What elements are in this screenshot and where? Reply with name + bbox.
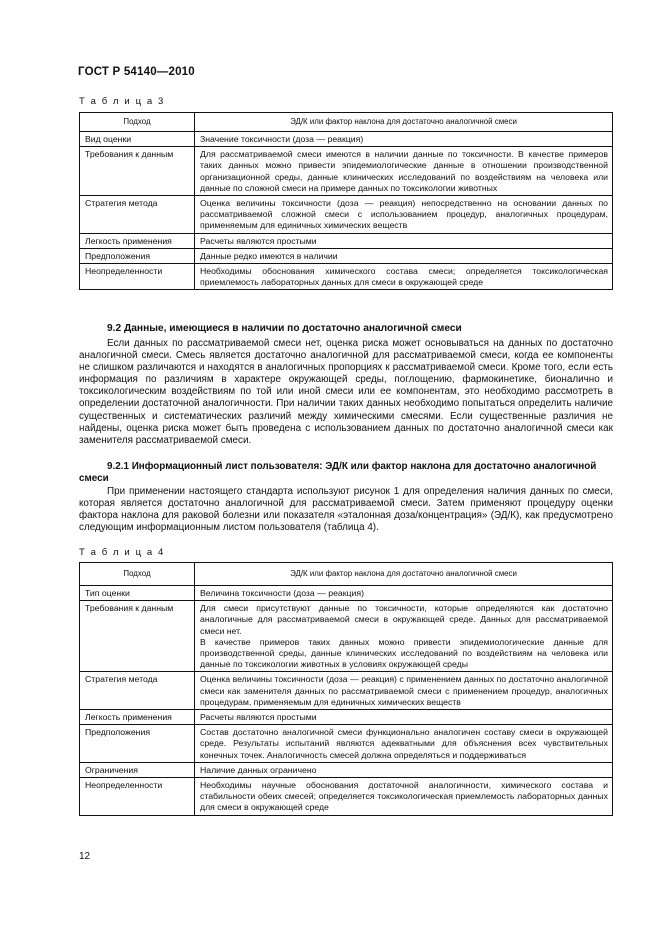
- row-label: Требования к данным: [80, 147, 195, 196]
- section-9-2-paragraph: [79, 338, 613, 447]
- row-label: Неопределенности: [80, 264, 195, 290]
- table-row: [80, 264, 613, 290]
- row-label: Ограничения: [80, 762, 195, 777]
- row-text: Состав достаточно аналогичной смеси функционально аналогичен составу смеси в окружающей среде. Результаты испытаний являются адекватными для объяснения всех чувствительных конечных точек. Аналогичность смесей должна определяться и поддерживаться: [195, 725, 613, 763]
- row-label: Предположения: [80, 248, 195, 263]
- page-number: 12: [79, 851, 91, 862]
- row-label: Стратегия метода: [80, 672, 195, 710]
- table4-caption: Т а б л и ц а 4: [79, 547, 165, 558]
- row-text: Оценка величины токсичности (доза — реакция) с применением данных по достаточно аналогичной смеси как заменителя данных по рассматриваемой смеси с применением процедур, аналогичных процедурам, применяемым для единичных химических веществ: [195, 672, 613, 710]
- row-text: Наличие данных ограничено: [195, 762, 613, 777]
- table-header-row: [80, 563, 613, 586]
- paragraph-text: Если данных по рассматриваемой смеси нет, оценка риска может основываться на данных по достаточно аналогичной смеси. Смесь является достаточно аналогичной для рассматриваемой смеси, когда ее компоненты не слишком различаются и находятся в аналогичных пропорциях к рассматриваемой смеси. Кроме того, если есть информация по различиям в характере окружающей среды, поглощению, фармокинетике, бионалично и токсикологическим воздействиям по той или иной смеси или ее компонентам, это необходимо рассмотреть в определении достаточной аналогичности. При наличии таких данных необходимо попытаться определить наличие существенных и систематических различий между химическими смесями. Если существенные различия не найдены, оценка риска может быть проведена с использованием данных по достаточно аналогичной смеси как заменителя рассматриваемой смеси.: [79, 338, 613, 446]
- row-text-cell: [195, 601, 613, 672]
- row-text: Для смеси присутствуют данные по токсичности, которые определяются как достаточно аналогичные для рассматриваемой смеси в окружающей среде. Данных для рассматриваемой смеси нет.: [200, 603, 608, 636]
- row-label: Легкость применения: [80, 233, 195, 248]
- row-text: Данные редко имеются в наличии: [195, 248, 613, 263]
- row-label: Стратегия метода: [80, 196, 195, 234]
- section-9-2-1-paragraph: [79, 486, 613, 534]
- table-row: [80, 710, 613, 725]
- table-row: [80, 233, 613, 248]
- document-header: ГОСТ Р 54140—2010: [78, 66, 195, 78]
- row-text-second: В качестве примеров таких данных можно привести эпидемиологические данные для производственной среды, данные клинических исследований по воздействиям на человека или данные по токсикологии животных в условиях окружающей среды: [200, 636, 608, 670]
- table-row: [80, 147, 613, 196]
- table-row: [80, 601, 613, 672]
- table-header-approach: Подход: [80, 113, 195, 132]
- row-text: Величина токсичности (доза — реакция): [195, 586, 613, 601]
- row-label: Предположения: [80, 725, 195, 763]
- row-text: Значение токсичности (доза — реакция): [195, 132, 613, 147]
- table-row: [80, 196, 613, 234]
- row-label: Тип оценки: [80, 586, 195, 601]
- table-header-approach: Подход: [80, 563, 195, 586]
- row-text: Оценка величины токсичности (доза — реакция) непосредственно на основании данных по рассматриваемой сложной смеси с использованием процедур, аналогичных процедурам, применяемым для единичных химических веществ: [195, 196, 613, 234]
- table4: [79, 562, 613, 816]
- table-row: [80, 132, 613, 147]
- table-header-method: ЭД/К или фактор наклона для достаточно аналогичной смеси: [195, 113, 613, 132]
- row-text: Необходимы научные обоснования достаточной аналогичности, химического состава и стабильности обеих смесей; определяется токсикологическая приемлемость лабораторных данных для смеси в окружающей среде: [195, 778, 613, 816]
- row-label: Требования к данным: [80, 601, 195, 672]
- table-row: [80, 725, 613, 763]
- row-label: Вид оценки: [80, 132, 195, 147]
- row-text: Расчеты являются простыми: [195, 710, 613, 725]
- table-row: [80, 778, 613, 816]
- table-row: [80, 672, 613, 710]
- table-header-method: ЭД/К или фактор наклона для достаточно аналогичной смеси: [195, 563, 613, 586]
- row-text: Необходимы обоснования химического состава смеси; определяется токсикологическая приемлемость лабораторных данных для смеси в окружающей среде: [195, 264, 613, 290]
- table-row: [80, 248, 613, 263]
- section-heading-9-2: 9.2 Данные, имеющиеся в наличии по достаточно аналогичной смеси: [107, 323, 462, 334]
- row-text: Для рассматриваемой смеси имеются в наличии данные по токсичности. В качестве примеров таких данных можно привести эпидемиологические данные в отношении производственной организационной среды, данные клинических исследований по воздействиям на человека или данные по сложной смеси на примере данных по токсикологии животных: [195, 147, 613, 196]
- paragraph-text: При применении настоящего стандарта используют рисунок 1 для определения наличия данных по смеси, которая является достаточно аналогичной для рассматриваемой смеси. Затем применяют процедуру оценки фактора наклона для раковой болезни или показателя «эталонная доза/концентрация» (ЭД/К), как предусмотрено следующим информационным листом пользователя (таблица 4).: [79, 486, 613, 534]
- section-heading-9-2-1: 9.2.1 Информационный лист пользователя: ЭД/К или фактор наклона для достаточно аналогичной смеси: [79, 461, 597, 485]
- row-label: Легкость применения: [80, 710, 195, 725]
- table-header-row: [80, 113, 613, 132]
- row-text: Расчеты являются простыми: [195, 233, 613, 248]
- table-row: [80, 762, 613, 777]
- row-label: Неопределенности: [80, 778, 195, 816]
- table3: [79, 112, 613, 290]
- table-row: [80, 586, 613, 601]
- table3-caption: Т а б л и ц а 3: [79, 96, 165, 107]
